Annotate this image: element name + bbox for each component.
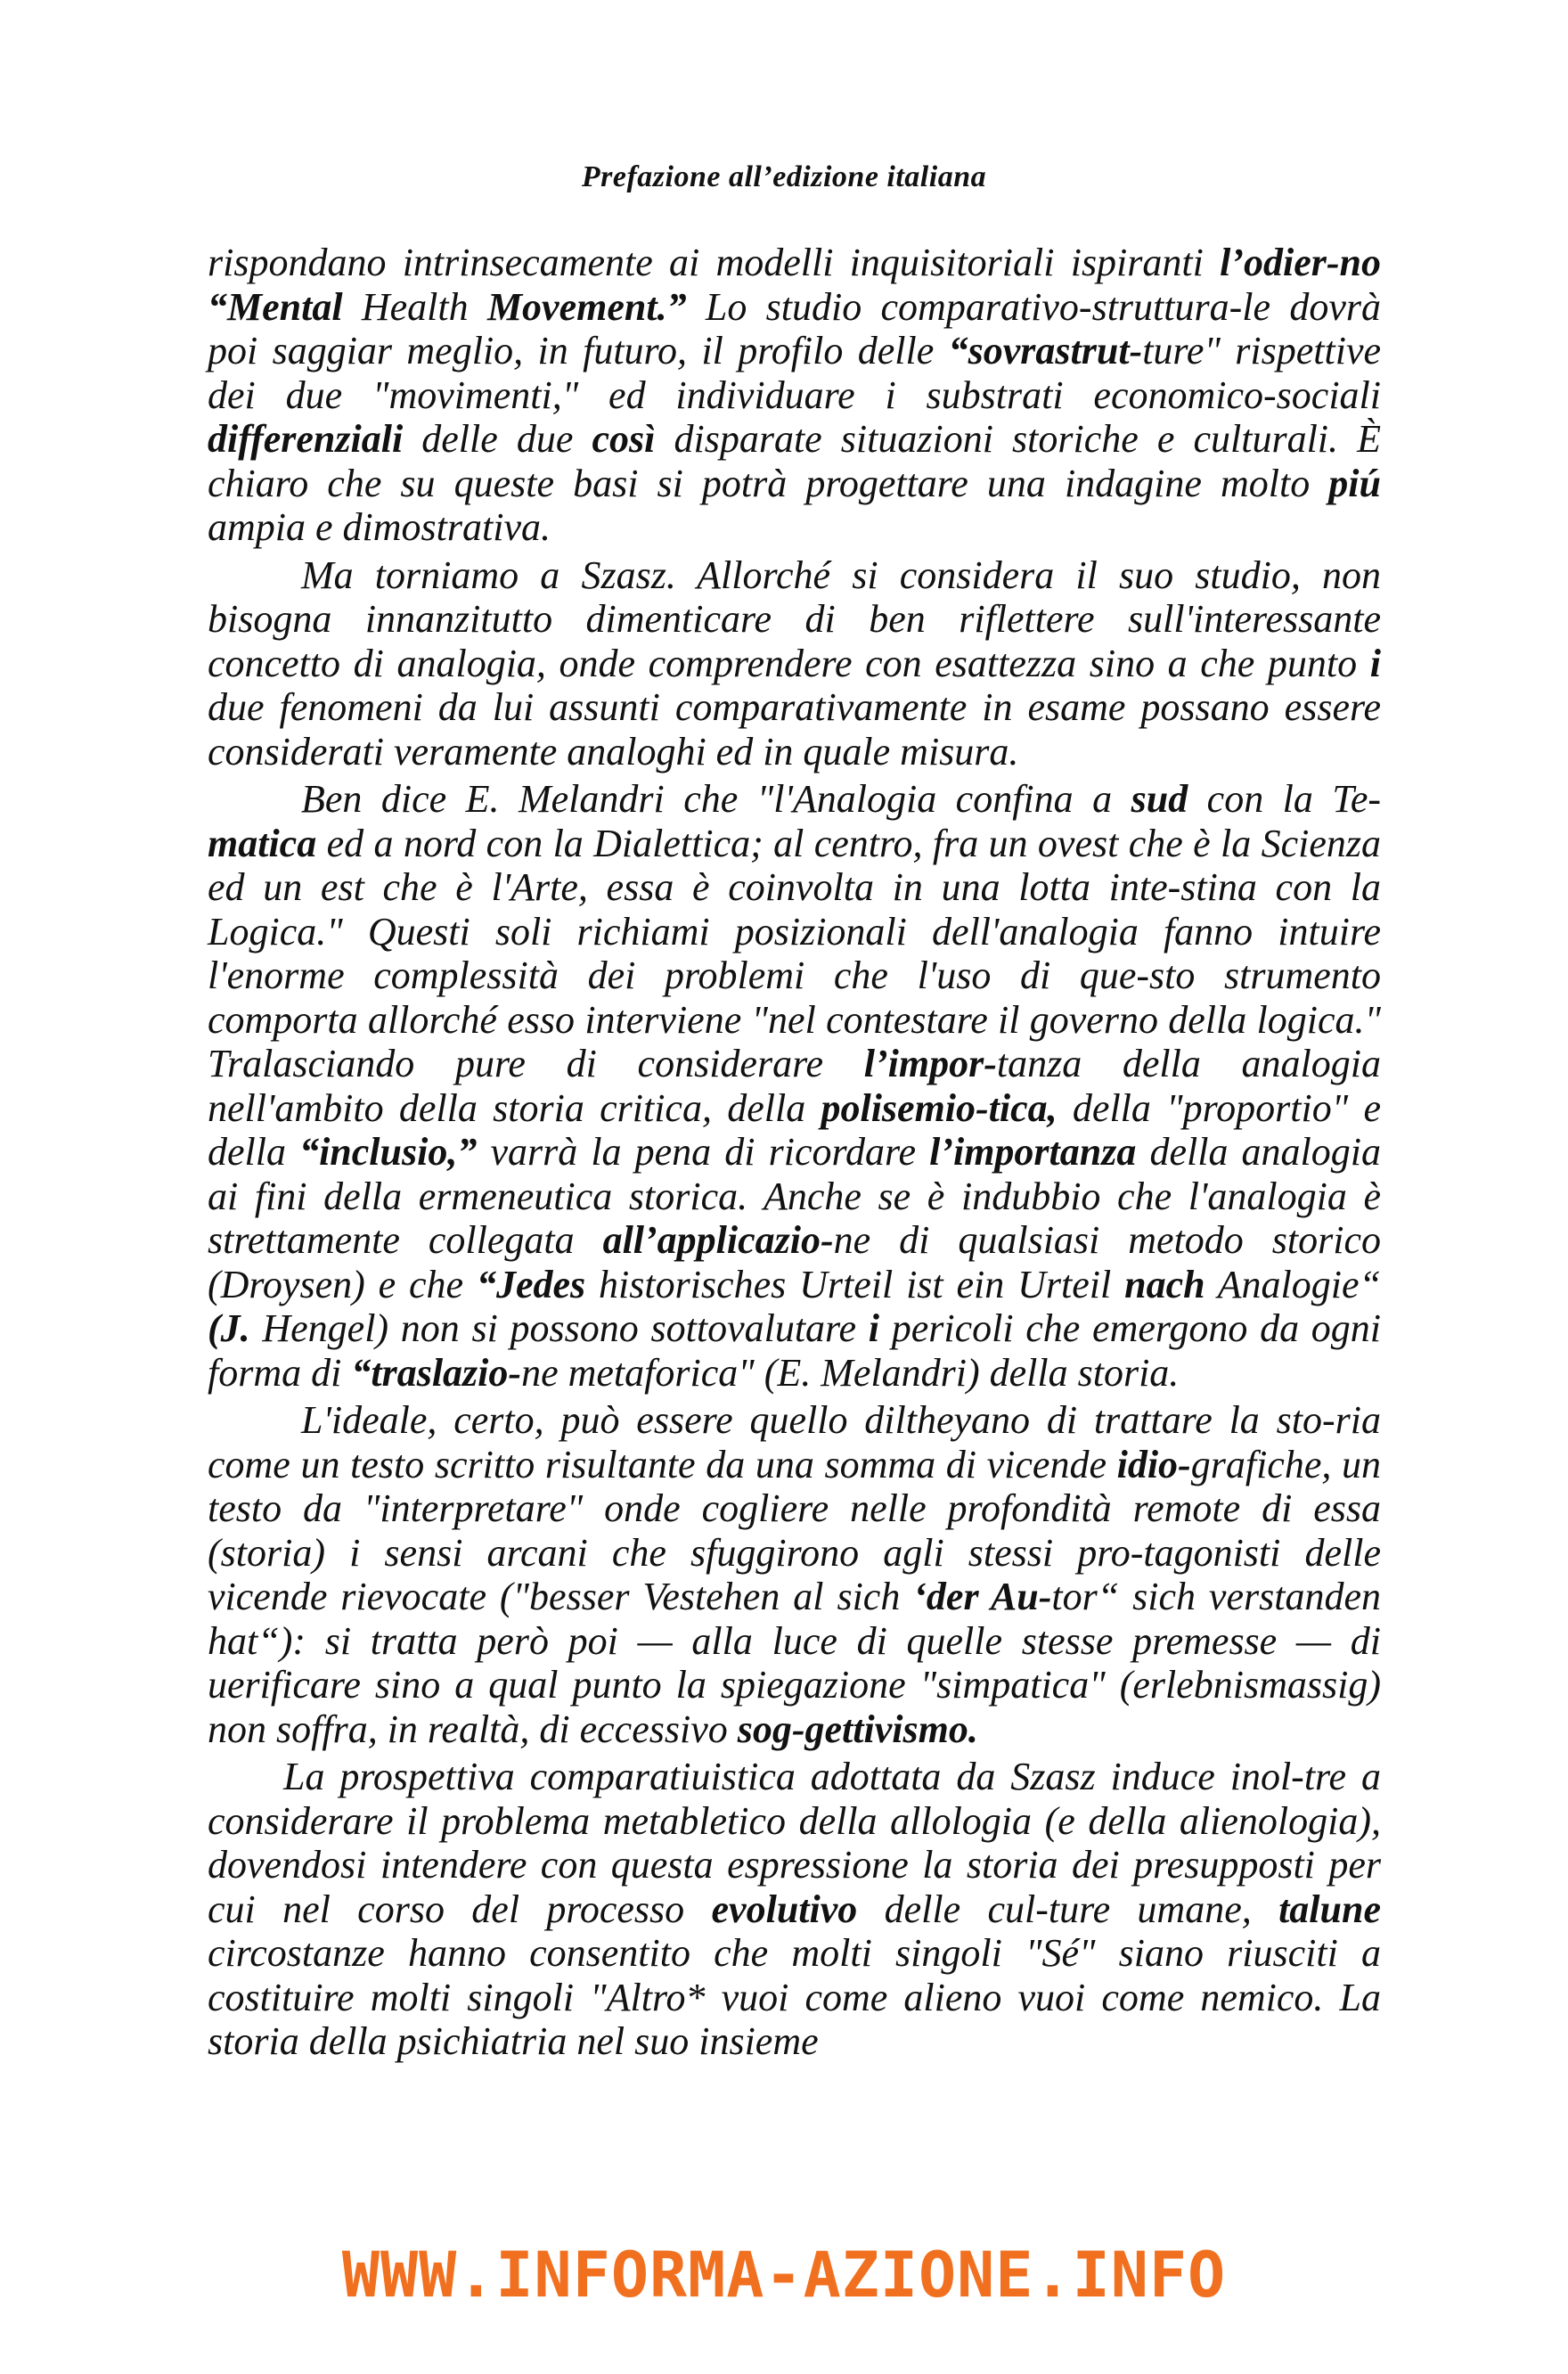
emphasized-text: i <box>1369 641 1381 685</box>
text-run: Health <box>342 284 487 329</box>
emphasized-text: “Jedes <box>476 1262 586 1306</box>
text-run: due fenomeni da lui assunti comparativamente in esame possano essere considerati veramente analoghi ed in quale misura. <box>208 685 1381 774</box>
text-run: delle due <box>403 417 592 461</box>
emphasized-text: evolutivo <box>711 1887 858 1931</box>
emphasized-text: Movement.” <box>486 284 687 329</box>
emphasized-text: nach <box>1124 1262 1205 1306</box>
text-run: circostanze hanno consentito che molti singoli "Sé" siano riusciti a costituire molti singoli "Altro* vuoi come alieno vuoi come nemico. La storia della psichiatria nel suo insieme <box>208 1931 1381 2063</box>
paragraph-5 <box>208 1755 1381 2064</box>
emphasized-text: differenziali <box>208 417 404 461</box>
text-run: rispondano intrinsecamente ai modelli inquisitoriali ispiranti <box>208 241 1221 284</box>
text-run: della analogia ai fini della ermeneutica storica. Anche se è indubbio che l'analogia è strettamente collegata <box>208 1130 1381 1262</box>
paragraph-1 <box>208 241 1381 550</box>
emphasized-text: ‘der Au- <box>913 1575 1052 1618</box>
paragraph-2 <box>208 553 1381 774</box>
footer-watermark-url[interactable]: WWW.INFORMA-AZIONE.INFO <box>341 2239 1227 2312</box>
emphasized-text: talune <box>1278 1887 1381 1931</box>
text-run: pericoli che emergono da ogni forma di <box>208 1306 1382 1395</box>
text-run: La prospettiva comparatiuistica adottata da Szasz induce inol-tre a considerare il problema metabletico della allologia (e della alienologia), dovendosi intendere con questa espressione la storia dei presupposti per cui nel corso del processo <box>208 1755 1381 1931</box>
text-run: ed a nord con la Dialettica; al centro, fra un ovest che è la Scienza ed un est che è l'Arte, essa è coinvolta in una lotta inte-stina con la Logica." Questi soli richiami posizionali dell'analogia fanno intuire l'enorme complessità dei problemi che l'uso di que-sto strumento comporta allorché esso interviene "nel contestare il governo della logica." Tralasciando pure di considerare <box>208 821 1381 1085</box>
text-run: disparate situazioni storiche e culturali. È chiaro che su queste basi si potrà progettare una indagine molto <box>208 417 1381 505</box>
text-run: ne di qualsiasi metodo storico (Droysen) e che <box>208 1218 1381 1306</box>
text-run: historisches Urteil ist ein Urteil <box>585 1262 1125 1306</box>
body-text <box>208 241 1381 2064</box>
text-run: grafiche, un testo da "interpretare" onde cogliere nelle profondità remote di essa (storia) i sensi arcani che sfuggirono agli stessi pro-tagonisti delle vicende rievocate ("besser Vestehen al sich <box>208 1442 1381 1618</box>
text-run: Lo studio comparativo-struttura-le dovrà poi saggiar meglio, in futuro, il profilo delle <box>208 284 1381 372</box>
text-run: Analogie“ <box>1205 1262 1381 1306</box>
text-run: ampia e dimostrativa. <box>208 505 551 549</box>
text-run: L'ideale, certo, può essere quello diltheyano di trattare la sto-ria come un testo scritto risultante da una somma di vicende <box>208 1398 1381 1486</box>
emphasized-text: “traslazio- <box>351 1350 522 1395</box>
text-run: tor“ sich verstanden hat“): si tratta però poi — alla luce di quelle stesse premesse — di uerificare sino a qual punto la spiegazione "simpatica" (erlebnismassig) non soffra, in realtà, di eccessivo <box>208 1575 1381 1751</box>
emphasized-text: matica <box>208 821 317 865</box>
text-run: con la Te- <box>1188 777 1381 821</box>
text-run: ture" rispettive dei due "movimenti," ed individuare i substrati economico-sociali <box>208 329 1382 417</box>
text-run: Ben dice E. Melandri che "l'Analogia confina a <box>301 777 1131 821</box>
emphasized-text: sud <box>1131 777 1188 821</box>
emphasized-text: l’importanza <box>929 1130 1137 1174</box>
emphasized-text: l’odier-no “Mental <box>208 241 1381 329</box>
paragraph-4 <box>208 1398 1381 1751</box>
emphasized-text: “sovrastrut- <box>948 329 1143 372</box>
running-header: Prefazione all’edizione italiana <box>581 160 987 193</box>
emphasized-text: piú <box>1328 461 1381 505</box>
emphasized-text: sog-gettivismo. <box>737 1707 978 1751</box>
emphasized-text: (J. <box>208 1306 250 1350</box>
emphasized-text: idio- <box>1116 1442 1191 1486</box>
text-run: della "proportio" e della <box>208 1085 1381 1174</box>
text-run: tanza della analogia nell'ambito della storia critica, della <box>208 1042 1381 1130</box>
emphasized-text: polisemio-tica, <box>821 1085 1058 1130</box>
emphasized-text: all’applicazio- <box>602 1218 834 1262</box>
text-run: Hengel) non si possono sottovalutare <box>249 1306 869 1350</box>
emphasized-text: così <box>592 417 656 461</box>
text-run: Ma torniamo a Szasz. Allorché si considera il suo studio, non bisogna innanzitutto dimenticare di ben riflettere sull'interessante concetto di analogia, onde comprendere con esattezza sino a che punto <box>208 553 1381 685</box>
emphasized-text: “inclusio,” <box>299 1130 478 1174</box>
paragraph-3 <box>208 777 1381 1395</box>
emphasized-text: i <box>868 1306 880 1350</box>
text-run: delle cul-ture umane, <box>857 1887 1279 1931</box>
text-run: ne metaforica" (E. Melandri) della storia. <box>521 1350 1180 1395</box>
text-run: varrà la pena di ricordare <box>477 1130 930 1174</box>
emphasized-text: l’impor- <box>863 1042 997 1085</box>
